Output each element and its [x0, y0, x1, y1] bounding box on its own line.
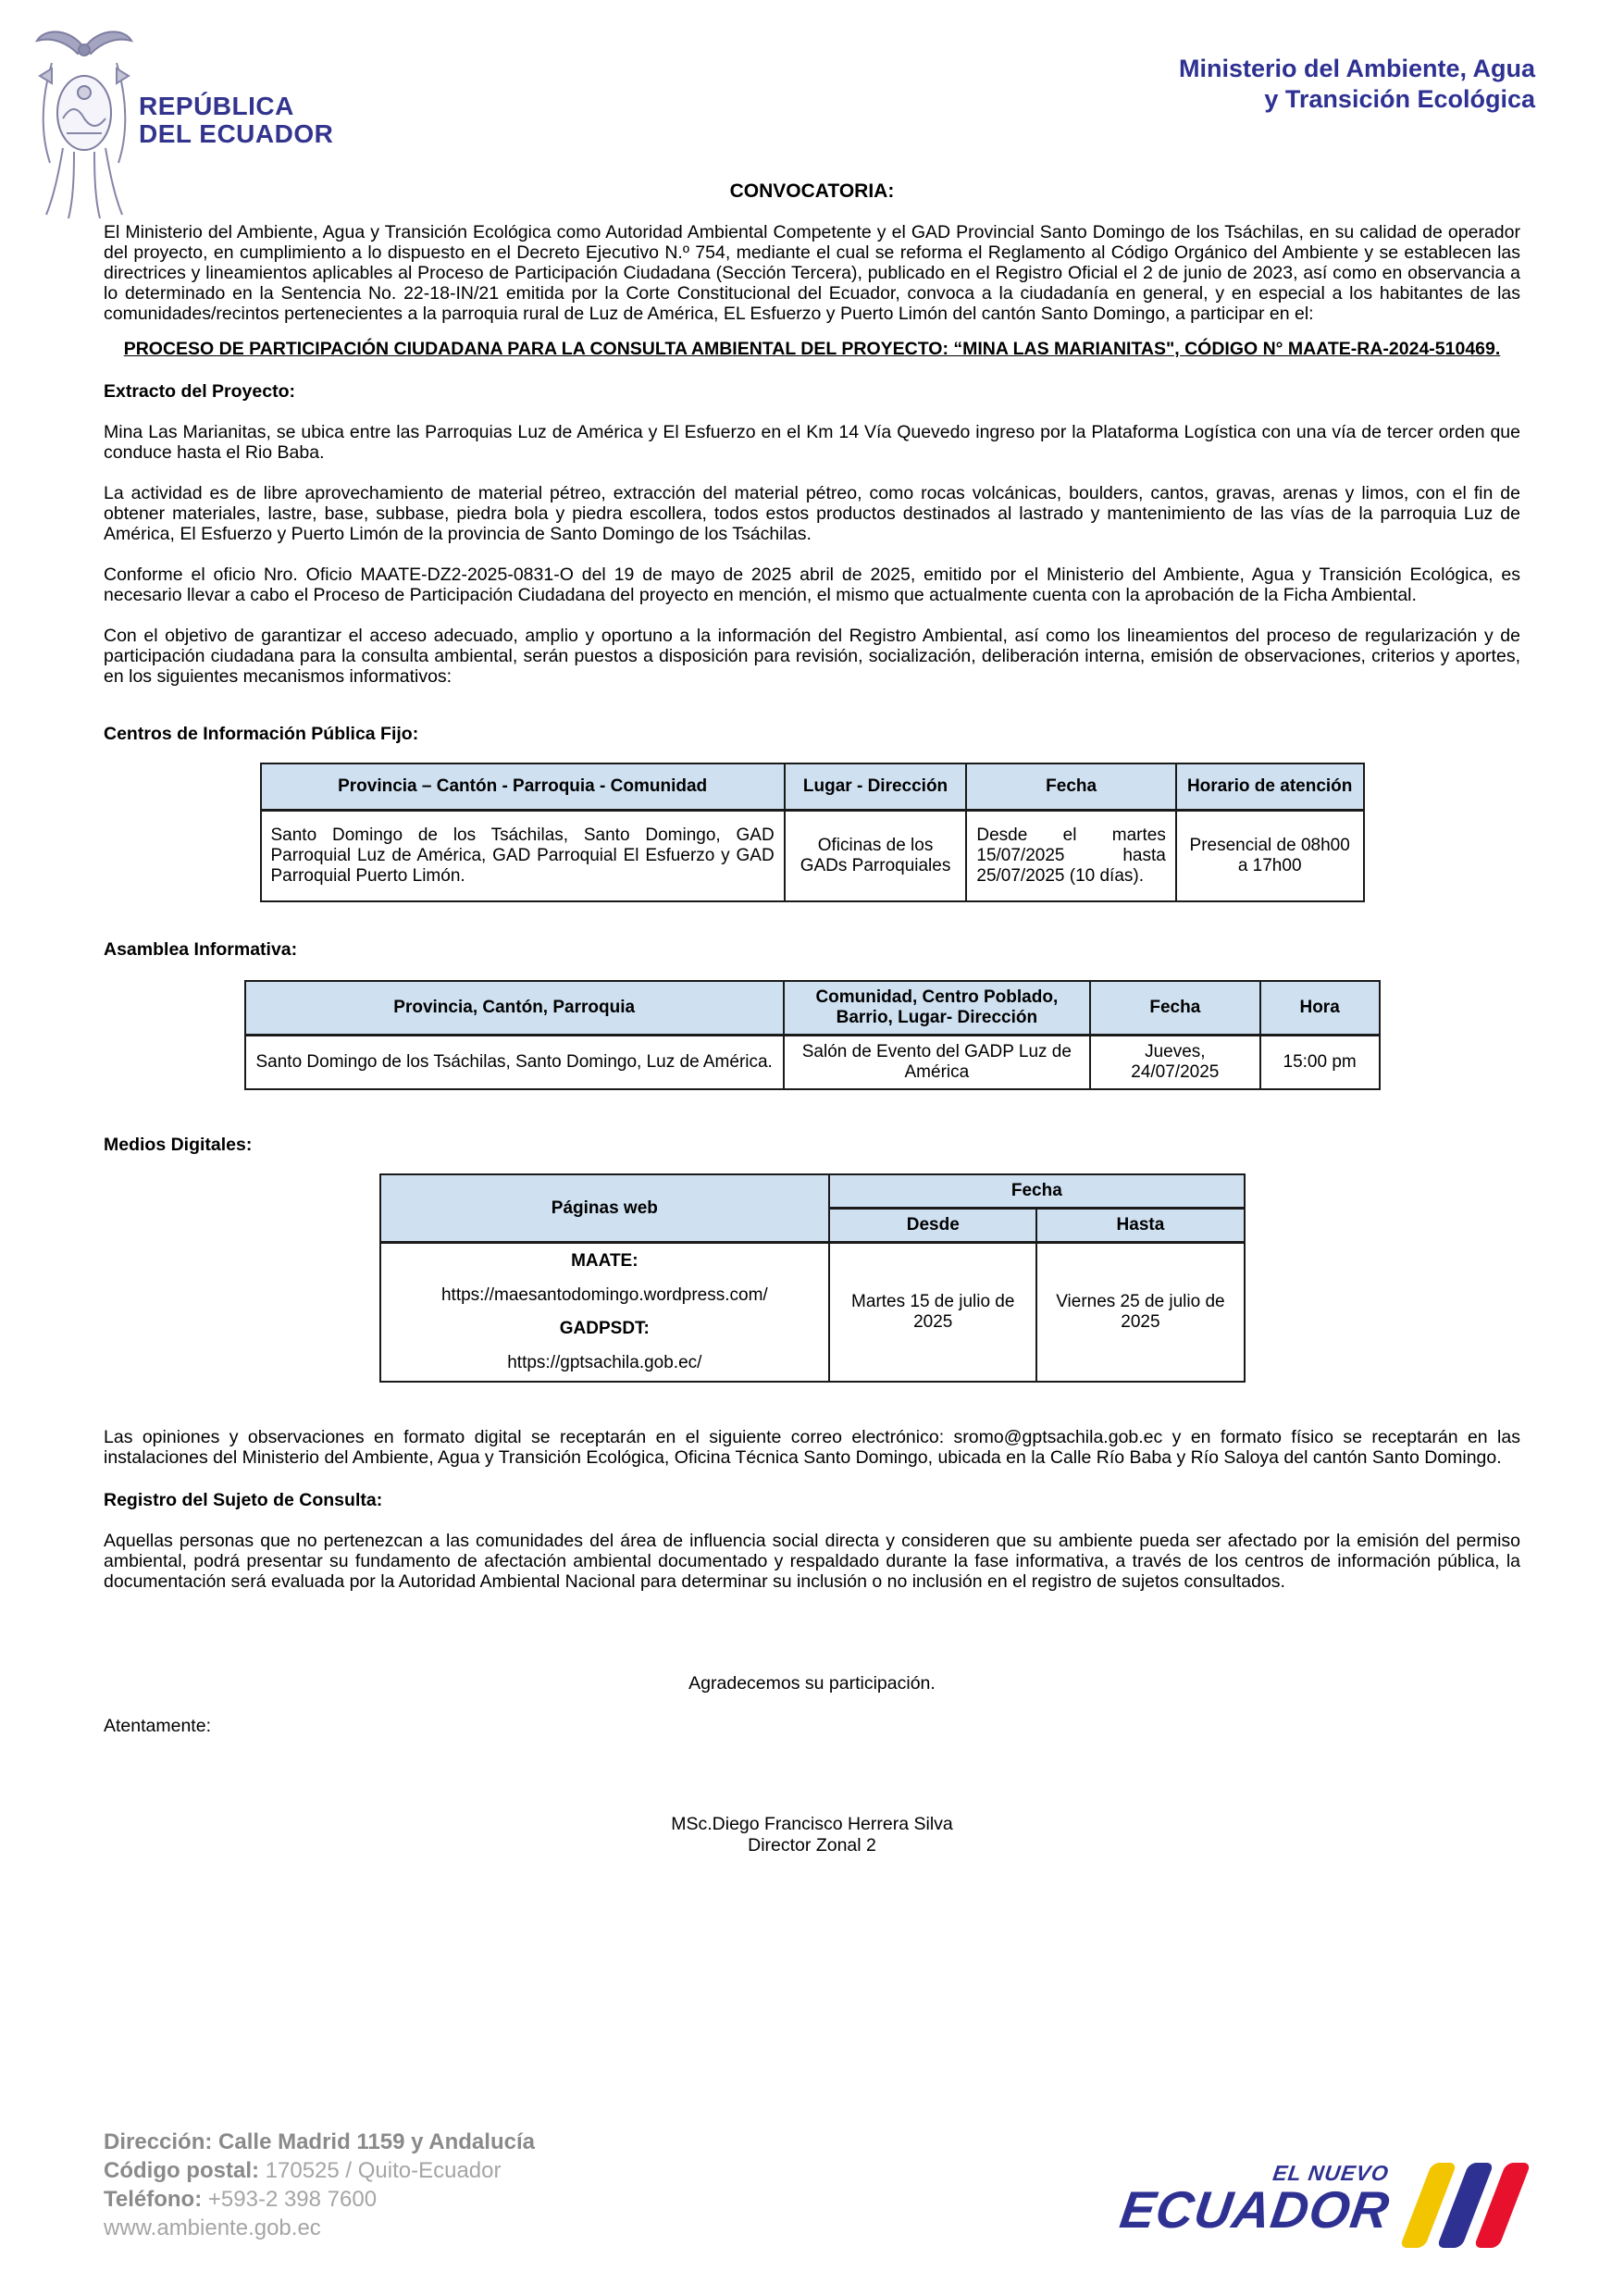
- asamblea-heading: Asamblea Informativa:: [104, 939, 298, 960]
- postal-value: 170525 / Quito-Ecuador: [265, 2158, 502, 2183]
- centros-cell-lugar: Oficinas de los GADs Parroquiales: [785, 811, 967, 902]
- medios-table: [379, 1173, 1246, 1383]
- flag-stripes-icon: [1404, 2163, 1515, 2248]
- medios-header-desde: Desde: [829, 1209, 1036, 1243]
- medios-cell-hasta: Viernes 25 de julio de 2025: [1036, 1243, 1244, 1383]
- gadpsdt-label: GADPSDT:: [559, 1319, 650, 1339]
- extracto-paragraph-2: La actividad es de libre aprovechamiento de material pétreo, extracción del material pétreo, como rocas volcánicas, boulders, cantos, gravas, arenas y limos, con el fin de obtener materiales, lastre, base, subbase, piedra bola y piedra escollera, todos estos productos destinados al lastrado y mantenimiento de las vías de la parroquia Luz de América, El Esfuerzo y Puerto Limón de la provincia de Santo Domingo de los Tsáchilas.: [104, 483, 1520, 544]
- registro-heading: Registro del Sujeto de Consulta:: [104, 1490, 383, 1510]
- extracto-paragraph-3: Conforme el oficio Nro. Oficio MAATE-DZ2-2025-0831-O del 19 de mayo de 2025 abril de 2025, emitido por el Ministerio del Ambiente, Agua y Transición Ecológica, es necesario llevar a cabo el Proceso de Participación Ciudadana del proyecto en mención, el mismo que actualmente cuenta con la aprobación de la Ficha Ambiental.: [104, 565, 1520, 605]
- el-nuevo-ecuador-logo: [1116, 2161, 1515, 2248]
- extracto-heading: Extracto del Proyecto:: [104, 381, 295, 402]
- asamblea-cell-hora: 15:00 pm: [1260, 1036, 1380, 1090]
- asamblea-cell-fecha: Jueves, 24/07/2025: [1090, 1036, 1260, 1090]
- asamblea-header-provincia: Provincia, Cantón, Parroquia: [245, 981, 784, 1036]
- footer-contact-block: [104, 2128, 535, 2242]
- centros-header-horario: Horario de atención: [1176, 763, 1364, 811]
- el-nuevo-ecuador-wordmark: [1116, 2161, 1395, 2239]
- postal-label: Código postal:: [104, 2158, 259, 2183]
- registro-paragraph: Aquellas personas que no pertenezcan a las comunidades del área de influencia social directa y consideren que su ambiente pueda ser afectado por la emisión del permiso ambiental, podrá presentar su fundamento de afectación ambiental documentado y respaldado durante la fase informativa, a través de los centros de información pública, la documentación será evaluada por la Autoridad Ambiental Nacional para determinar su inclusión o no inclusión en el registro de sujetos consultados.: [104, 1531, 1520, 1592]
- asamblea-header-comunidad: Comunidad, Centro Poblado, Barrio, Lugar- Dirección: [784, 981, 1090, 1036]
- closing-line: Atentamente:: [104, 1716, 211, 1736]
- asamblea-header-fecha: Fecha: [1090, 981, 1260, 1036]
- objetivo-paragraph: Con el objetivo de garantizar el acceso adecuado, amplio y oportuno a la información del Registro Ambiental, así como los lineamientos del proceso de regularización y de participación ciudadana para la consulta ambiental, serán puestos a disposición para revisión, socialización, deliberación interna, emisión de observaciones, criterios y aportes, en los siguientes mecanismos informativos:: [104, 626, 1520, 687]
- maate-url: https://maesantodomingo.wordpress.com/: [440, 1285, 768, 1305]
- extracto-paragraph-1: Mina Las Marianitas, se ubica entre las Parroquias Luz de América y El Esfuerzo en el Km 14 Vía Quevedo ingreso por la Plataforma Logística con una vía de tercer orden que conduce hasta el Rio Baba.: [104, 422, 1520, 463]
- centros-data-row: [261, 811, 1364, 902]
- centros-cell-fecha: Desde el martes 15/07/2025 hasta 25/07/2025 (10 días).: [966, 811, 1175, 902]
- asamblea-cell-comunidad: Salón de Evento del GADP Luz de América: [784, 1036, 1090, 1090]
- medios-heading: Medios Digitales:: [104, 1135, 253, 1155]
- asamblea-table: [244, 980, 1381, 1090]
- centros-header-fecha: Fecha: [966, 763, 1175, 811]
- signature-block: [104, 1814, 1520, 1856]
- maate-label: MAATE:: [571, 1251, 638, 1271]
- footer-phone-line: [104, 2185, 535, 2214]
- footer-postal-line: [104, 2156, 535, 2185]
- ecuador-label: ECUADOR: [1116, 2180, 1394, 2239]
- intro-paragraph: El Ministerio del Ambiente, Agua y Transición Ecológica como Autoridad Ambiental Competente y el GAD Provincial Santo Domingo de los Tsáchilas, en su calidad de operador del proyecto, en cumplimiento a lo dispuesto en el Decreto Ejecutivo N.º 754, mediante el cual se reforma el Reglamento al Código Orgánico del Ambiente y se establecen las directrices y lineamientos aplicables al Proceso de Participación Ciudadana (Sección Tercera), publicado en el Registro Oficial el 2 de junio de 2023, así como en observancia a lo determinado en la Sentencia No. 22-18-IN/21 emitida por la Corte Constitucional del Ecuador, convoca a la ciudadanía en general, y en especial a los habitantes de las comunidades/recintos pertenecientes a la parroquia rural de Luz de América, EL Esfuerzo y Puerto Limón del cantón Santo Domingo, a participar en el:: [104, 222, 1520, 324]
- centros-header-provincia: Provincia – Cantón - Parroquia - Comunidad: [261, 763, 785, 811]
- centros-cell-horario: Presencial de 08h00 a 17h00: [1176, 811, 1364, 902]
- asamblea-header-hora: Hora: [1260, 981, 1380, 1036]
- page-title: CONVOCATORIA:: [729, 180, 895, 202]
- footer-address-line: [104, 2128, 535, 2156]
- phone-value: +593-2 398 7600: [207, 2187, 378, 2212]
- el-nuevo-label: EL NUEVO: [1271, 2161, 1391, 2185]
- medios-header-fecha: Fecha: [829, 1174, 1244, 1209]
- address-value: Calle Madrid 1159 y Andalucía: [218, 2129, 535, 2154]
- medios-cell-paginas: [380, 1243, 830, 1383]
- medios-data-row: [380, 1243, 1245, 1383]
- centros-heading: Centros de Información Pública Fijo:: [104, 724, 419, 744]
- thanks-line: Agradecemos su participación.: [688, 1673, 936, 1694]
- ministry-line2: y Transición Ecológica: [1264, 85, 1535, 113]
- republic-line2: DEL ECUADOR: [139, 119, 334, 148]
- footer-website: www.ambiente.gob.ec: [104, 2215, 321, 2240]
- medios-header-row-1: [380, 1174, 1245, 1209]
- centros-cell-provincia: Santo Domingo de los Tsáchilas, Santo Domingo, GAD Parroquial Luz de América, GAD Parroquial El Esfuerzo y GAD Parroquial Puerto Limón.: [261, 811, 785, 902]
- signatory-title: Director Zonal 2: [748, 1835, 876, 1855]
- signatory-name: MSc.Diego Francisco Herrera Silva: [671, 1814, 953, 1834]
- phone-label: Teléfono:: [104, 2187, 203, 2212]
- document-body: [104, 0, 1520, 1856]
- address-label: Dirección:: [104, 2129, 213, 2154]
- opiniones-paragraph: Las opiniones y observaciones en formato digital se receptarán en el siguiente correo electrónico: sromo@gptsachila.gob.ec y en formato físico se receptarán en las instalaciones del Ministerio del Ambiente, Agua y Transición Ecológica, Oficina Técnica Santo Domingo, ubicada en la Calle Río Baba y Río Saloya del cantón Santo Domingo.: [104, 1427, 1520, 1468]
- medios-cell-desde: Martes 15 de julio de 2025: [829, 1243, 1036, 1383]
- asamblea-header-row: [245, 981, 1380, 1036]
- asamblea-data-row: [245, 1036, 1380, 1090]
- gadpsdt-url: https://gptsachila.gob.ec/: [507, 1352, 702, 1372]
- centros-header-row: [261, 763, 1364, 811]
- medios-header-paginas: Páginas web: [380, 1174, 830, 1243]
- medios-header-hasta: Hasta: [1036, 1209, 1244, 1243]
- republic-line1: REPÚBLICA: [139, 92, 294, 120]
- centros-table: [260, 763, 1365, 902]
- centros-header-lugar: Lugar - Dirección: [785, 763, 967, 811]
- ministry-line1: Ministerio del Ambiente, Agua: [1178, 55, 1535, 82]
- asamblea-cell-provincia: Santo Domingo de los Tsáchilas, Santo Domingo, Luz de América.: [245, 1036, 784, 1090]
- process-heading: PROCESO DE PARTICIPACIÓN CIUDADANA PARA LA CONSULTA AMBIENTAL DEL PROYECTO: “MINA LAS MARIANITAS", CÓDIGO N° MAATE-RA-2024-510469.: [123, 339, 1501, 359]
